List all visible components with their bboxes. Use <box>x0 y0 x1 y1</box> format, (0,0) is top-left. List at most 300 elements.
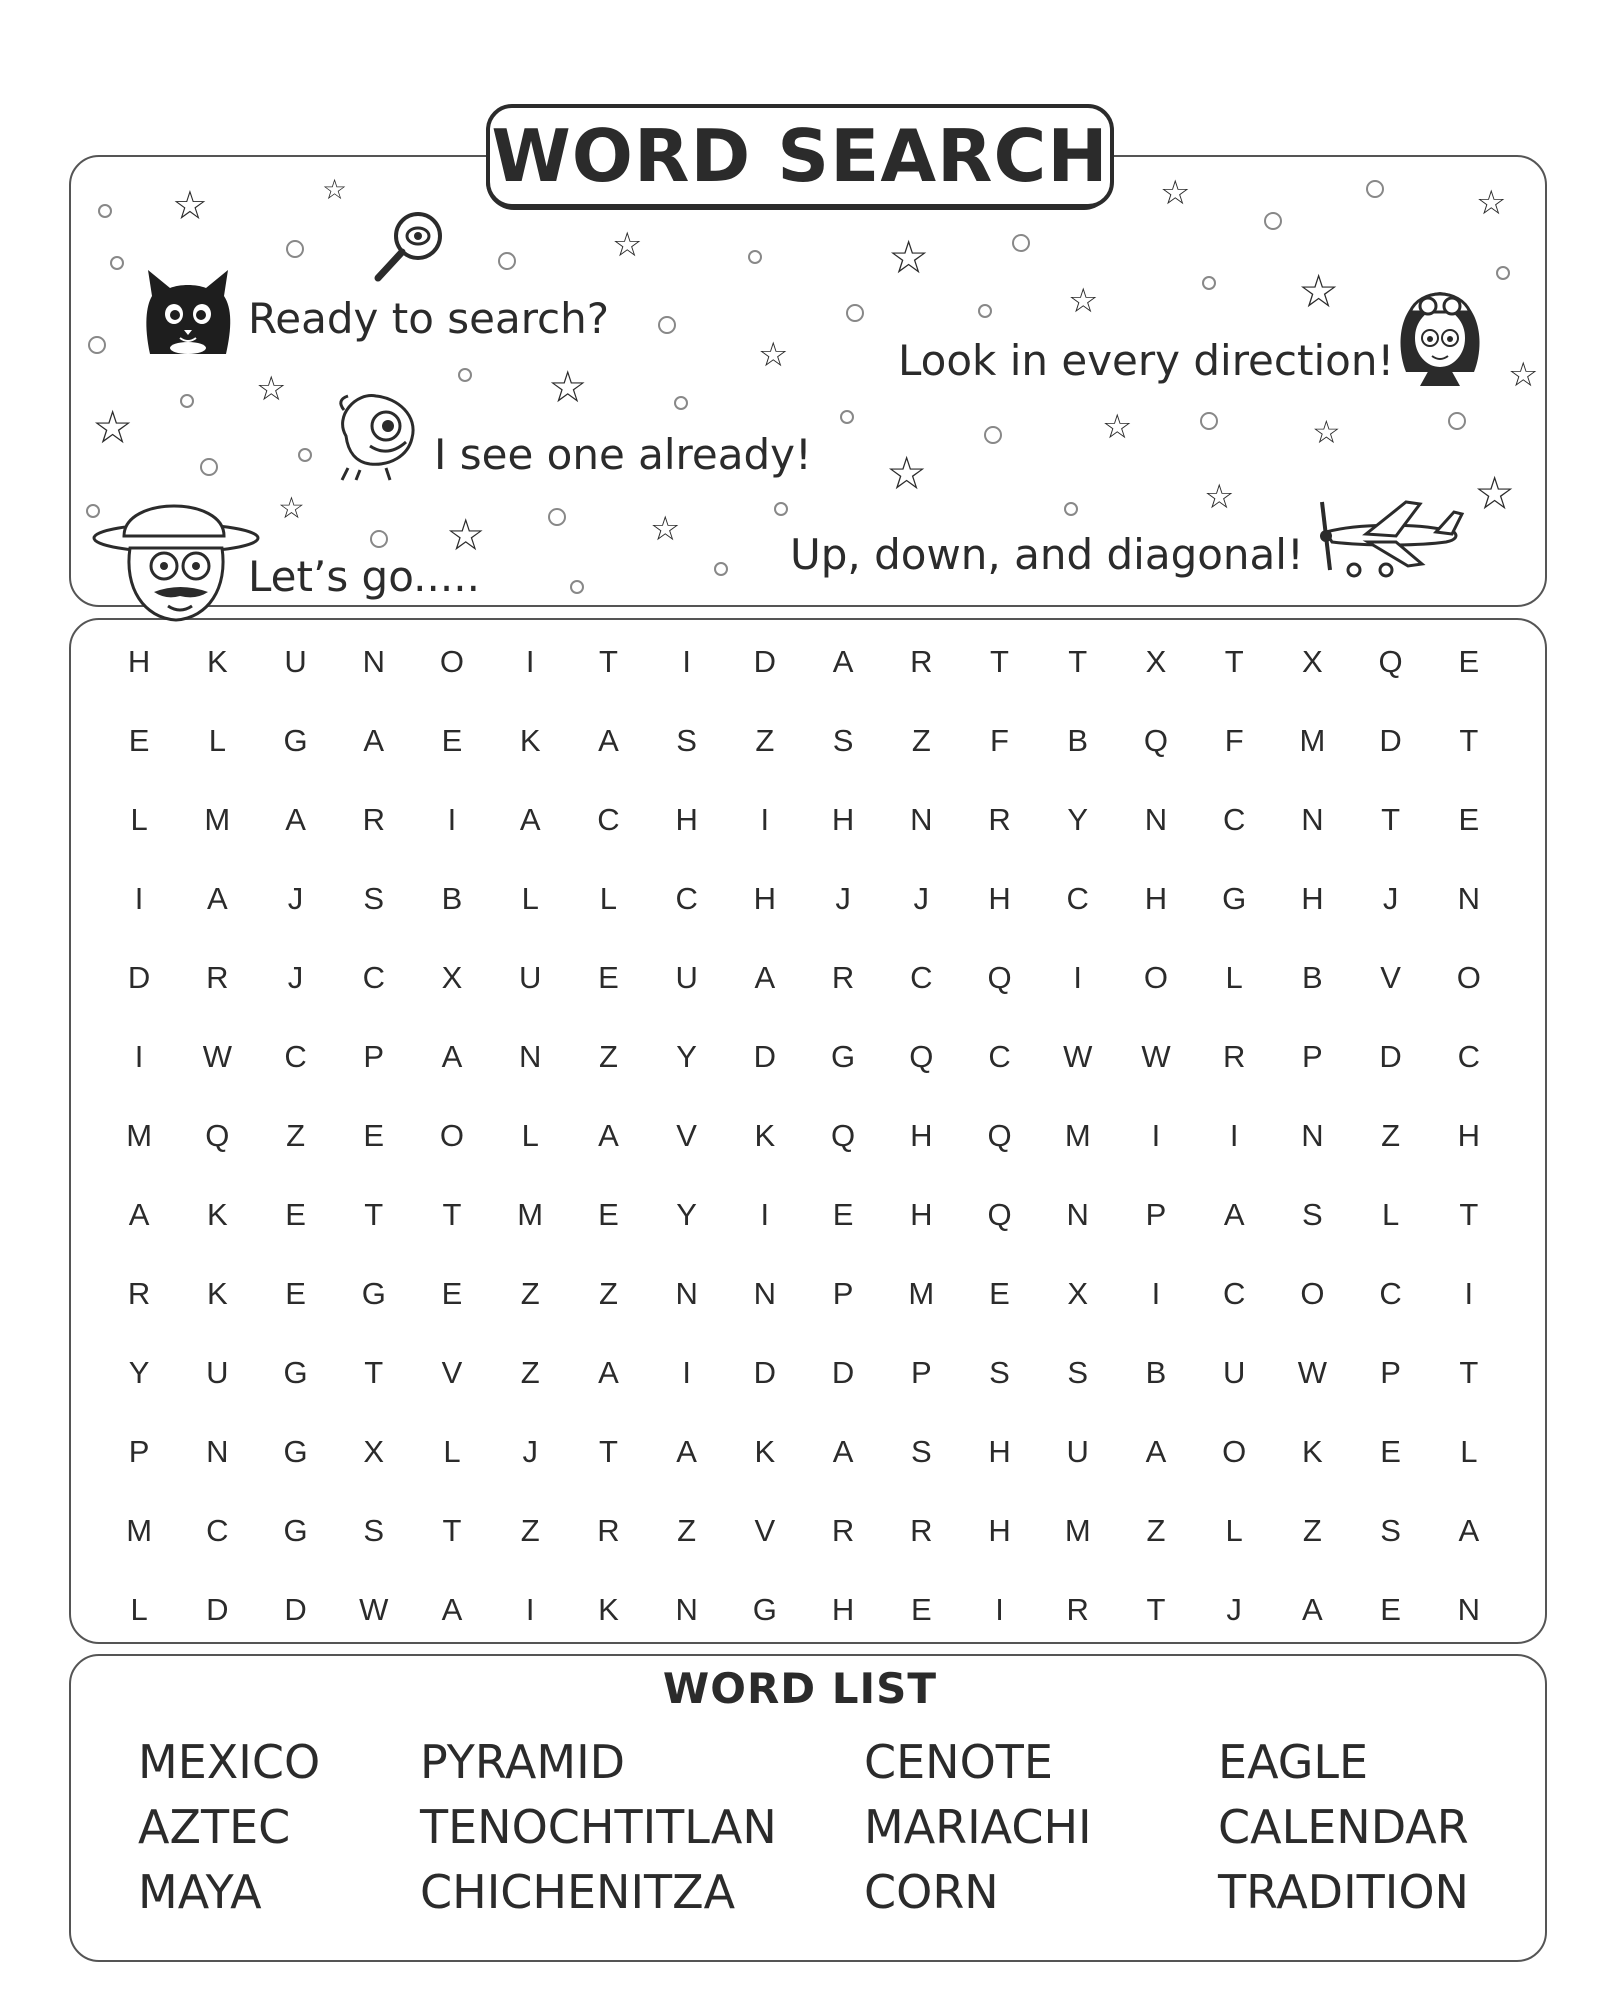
grid-cell[interactable]: G <box>752 1591 777 1627</box>
word-list-item: MEXICO <box>138 1735 321 1789</box>
grid-cell[interactable]: P <box>128 1433 150 1469</box>
title-box <box>486 104 1114 208</box>
grid-cell[interactable]: M <box>908 1275 935 1311</box>
grid-cell[interactable]: D <box>753 1038 777 1074</box>
grid-cell[interactable]: M <box>517 1196 544 1232</box>
star-icon: ☆ <box>446 510 486 561</box>
grid-cell[interactable]: K <box>206 643 228 679</box>
dot <box>748 250 762 264</box>
word-list-column <box>138 1730 320 1925</box>
grid-cell[interactable]: R <box>831 1512 855 1548</box>
grid-cell[interactable]: H <box>753 880 777 916</box>
grid-cell[interactable]: E <box>128 722 150 758</box>
grid-cell[interactable]: W <box>1141 1038 1171 1074</box>
grid-cell[interactable]: N <box>675 1275 698 1311</box>
dot <box>370 530 388 548</box>
grid-cell[interactable]: E <box>441 1275 463 1311</box>
grid-cell[interactable]: S <box>989 1354 1010 1390</box>
grid-cell[interactable]: E <box>598 959 619 995</box>
grid-cell[interactable]: Q <box>831 1117 856 1153</box>
grid-cell[interactable]: E <box>598 1196 619 1232</box>
grid-cell[interactable]: N <box>675 1591 698 1627</box>
word-list-item: TENOCHTITLAN <box>420 1800 777 1854</box>
grid-cell[interactable]: O <box>439 1117 465 1153</box>
word-list-item: PYRAMID <box>420 1735 626 1789</box>
grid-cell[interactable]: H <box>988 880 1011 916</box>
grid-cell[interactable]: S <box>1302 1196 1323 1232</box>
grid-cell[interactable]: R <box>127 1275 151 1311</box>
grid-cell[interactable]: C <box>910 959 933 995</box>
grid-cell[interactable]: I <box>1229 1117 1239 1153</box>
grid-cell[interactable]: J <box>835 880 851 916</box>
grid-cell[interactable]: Z <box>286 1117 306 1153</box>
grid-cell[interactable]: Z <box>520 1275 540 1311</box>
ready-text: Ready to search? <box>248 294 610 343</box>
grid-cell[interactable]: N <box>1457 1591 1481 1627</box>
grid-cell[interactable]: X <box>1067 1275 1089 1311</box>
grid-cell[interactable]: G <box>283 1354 308 1390</box>
grid-cell[interactable]: O <box>1143 959 1169 995</box>
star-icon: ☆ <box>322 173 348 206</box>
grid-cell[interactable]: Q <box>1378 643 1403 679</box>
grid-cell[interactable]: B <box>441 880 463 916</box>
grid-cell[interactable]: I <box>760 801 770 837</box>
grid-cell[interactable]: Q <box>909 1038 934 1074</box>
grid-cell[interactable]: G <box>1222 880 1247 916</box>
dot <box>978 304 992 318</box>
grid-cell[interactable]: E <box>910 1591 932 1627</box>
grid-cell[interactable]: L <box>443 1433 461 1469</box>
grid-cell[interactable]: H <box>1301 880 1324 916</box>
dot <box>498 252 516 270</box>
grid-cell[interactable]: A <box>832 643 854 679</box>
grid-row <box>100 1175 1508 1254</box>
grid-cell[interactable]: T <box>1459 1196 1479 1232</box>
grid-cell[interactable]: R <box>910 643 933 679</box>
word-list-item: MAYA <box>138 1865 262 1919</box>
grid-cell[interactable]: G <box>283 1512 308 1548</box>
grid-cell[interactable]: P <box>832 1275 854 1311</box>
grid-cell[interactable]: Q <box>987 1196 1012 1232</box>
grid-cell[interactable]: C <box>1457 1038 1481 1074</box>
grid-cell[interactable]: I <box>1464 1275 1474 1311</box>
star-icon: ☆ <box>886 446 928 500</box>
grid-cell[interactable]: W <box>359 1591 389 1627</box>
grid-cell[interactable]: A <box>285 801 306 837</box>
grid-cell[interactable]: I <box>682 1354 691 1390</box>
grid-cell[interactable]: E <box>1458 643 1480 679</box>
grid-cell[interactable]: T <box>1224 643 1244 679</box>
grid-cell[interactable]: K <box>206 1275 228 1311</box>
dot <box>1496 266 1510 280</box>
word-list-title: WORD LIST <box>662 1664 938 1713</box>
grid-cell[interactable]: R <box>362 801 385 837</box>
star-icon: ☆ <box>548 362 588 413</box>
grid-cell[interactable]: R <box>831 959 855 995</box>
grid-cell[interactable]: E <box>285 1275 306 1311</box>
grid-cell[interactable]: R <box>597 1512 620 1548</box>
grid-cell[interactable]: S <box>832 722 854 758</box>
grid-cell[interactable]: T <box>598 1433 618 1469</box>
grid-row <box>100 1412 1508 1491</box>
dot <box>1264 212 1282 230</box>
letter-grid <box>100 622 1508 1649</box>
grid-cell[interactable]: Q <box>205 1117 230 1153</box>
grid-cell[interactable]: J <box>287 880 304 916</box>
star-icon: ☆ <box>1102 407 1133 447</box>
grid-cell[interactable]: T <box>1381 801 1401 837</box>
star-icon: ☆ <box>172 183 208 229</box>
grid-cell[interactable]: Y <box>128 1354 150 1390</box>
grid-cell[interactable]: S <box>1380 1512 1401 1548</box>
grid-cell[interactable]: N <box>753 1275 777 1311</box>
grid-cell[interactable]: T <box>1459 1354 1479 1390</box>
grid-row <box>100 938 1508 1017</box>
grid-cell[interactable]: I <box>525 643 535 679</box>
grid-cell[interactable]: L <box>130 1591 148 1627</box>
grid-cell[interactable]: S <box>363 880 385 916</box>
grid-cell[interactable]: V <box>1380 959 1401 995</box>
grid-cell[interactable]: T <box>598 643 618 679</box>
grid-cell[interactable]: N <box>910 801 933 837</box>
grid-cell[interactable]: K <box>598 1591 619 1627</box>
grid-cell[interactable]: I <box>447 801 457 837</box>
word-list-item: EAGLE <box>1218 1735 1369 1789</box>
grid-cell[interactable]: S <box>676 722 697 758</box>
grid-cell[interactable]: N <box>1066 1196 1089 1232</box>
grid-cell[interactable]: P <box>1145 1196 1167 1232</box>
grid-cell[interactable]: S <box>910 1433 932 1469</box>
grid-cell[interactable]: Q <box>987 1117 1012 1153</box>
grid-cell[interactable]: Q <box>987 959 1012 995</box>
grid-cell[interactable]: T <box>442 1196 462 1232</box>
grid-cell[interactable]: U <box>206 1354 229 1390</box>
grid-cell[interactable]: P <box>1302 1038 1323 1074</box>
grid-cell[interactable]: H <box>988 1512 1011 1548</box>
grid-cell[interactable]: O <box>1222 1433 1247 1469</box>
grid-cell[interactable]: W <box>1063 1038 1093 1074</box>
grid-cell[interactable]: A <box>754 959 776 995</box>
grid-row <box>100 1254 1508 1333</box>
grid-cell[interactable]: C <box>206 1512 229 1548</box>
word-list-column <box>864 1730 1092 1925</box>
grid-cell[interactable]: A <box>1223 1196 1245 1232</box>
grid-cell[interactable]: J <box>522 1433 538 1469</box>
dot <box>180 394 194 408</box>
grid-cell[interactable]: Z <box>598 1275 618 1311</box>
grid-cell[interactable]: C <box>1222 1275 1246 1311</box>
grid-cell[interactable]: R <box>206 959 229 995</box>
look-text: Look in every direction! <box>898 336 1395 385</box>
grid-cell[interactable]: L <box>208 722 226 758</box>
grid-cell[interactable]: L <box>1225 1512 1243 1548</box>
grid-cell[interactable]: U <box>519 959 542 995</box>
grid-cell[interactable]: L <box>1381 1196 1400 1232</box>
grid-cell[interactable]: A <box>363 722 385 758</box>
grid-cell[interactable]: K <box>754 1117 776 1153</box>
dot <box>298 448 312 462</box>
grid-cell[interactable]: T <box>1068 643 1088 679</box>
grid-cell[interactable]: W <box>202 1038 232 1074</box>
grid-cell[interactable]: E <box>832 1196 854 1232</box>
grid-cell[interactable]: E <box>363 1117 385 1153</box>
grid-cell[interactable]: L <box>521 880 539 916</box>
star-icon: ☆ <box>1068 281 1099 321</box>
grid-row <box>100 1491 1508 1570</box>
grid-cell[interactable]: A <box>598 722 619 758</box>
grid-cell[interactable]: N <box>1301 801 1324 837</box>
grid-cell[interactable]: K <box>754 1433 776 1469</box>
dot <box>1448 412 1466 430</box>
grid-cell[interactable]: B <box>1067 722 1089 758</box>
grid-cell[interactable]: A <box>598 1117 619 1153</box>
grid-cell[interactable]: H <box>831 1591 855 1627</box>
grid-cell[interactable]: T <box>364 1354 384 1390</box>
grid-cell[interactable]: X <box>1302 643 1323 679</box>
word-list-item: TRADITION <box>1218 1865 1469 1919</box>
grid-cell[interactable]: N <box>206 1433 229 1469</box>
grid-cell[interactable]: M <box>204 801 231 837</box>
grid-cell[interactable]: V <box>676 1117 697 1153</box>
dot <box>1202 276 1216 290</box>
grid-cell[interactable]: Z <box>1381 1117 1401 1153</box>
grid-cell[interactable]: Z <box>911 722 931 758</box>
grid-cell[interactable]: O <box>1456 959 1481 995</box>
grid-cell[interactable]: L <box>1460 1433 1478 1469</box>
grid-cell[interactable]: U <box>1066 1433 1089 1469</box>
grid-cell[interactable]: M <box>1299 722 1326 758</box>
grid-cell[interactable]: A <box>128 1196 150 1232</box>
directions-text: Up, down, and diagonal! <box>790 530 1304 579</box>
grid-cell[interactable]: B <box>1145 1354 1167 1390</box>
grid-cell[interactable]: Z <box>755 722 775 758</box>
grid-cell[interactable]: Z <box>677 1512 697 1548</box>
grid-cell[interactable]: R <box>1222 1038 1246 1074</box>
grid-cell[interactable]: L <box>521 1117 539 1153</box>
grid-cell[interactable]: A <box>676 1433 697 1469</box>
grid-cell[interactable]: H <box>831 801 855 837</box>
grid-cell[interactable]: I <box>1151 1117 1161 1153</box>
grid-cell[interactable]: H <box>1457 1117 1481 1153</box>
grid-cell[interactable]: Y <box>676 1196 697 1232</box>
grid-cell[interactable]: T <box>990 643 1009 679</box>
grid-cell[interactable]: Q <box>1143 722 1169 758</box>
grid-cell[interactable]: M <box>1064 1117 1091 1153</box>
grid-cell[interactable]: G <box>283 722 308 758</box>
grid-cell[interactable]: U <box>675 959 698 995</box>
grid-cell[interactable]: K <box>1302 1433 1323 1469</box>
grid-cell[interactable]: C <box>284 1038 307 1074</box>
grid-cell[interactable]: Z <box>520 1354 540 1390</box>
grid-cell[interactable]: D <box>127 959 151 995</box>
grid-cell[interactable]: J <box>1226 1591 1242 1627</box>
grid-cell[interactable]: N <box>1301 1117 1324 1153</box>
grid-cell[interactable]: L <box>1225 959 1243 995</box>
grid-cell[interactable]: H <box>675 801 698 837</box>
grid-cell[interactable]: A <box>519 801 541 837</box>
grid-cell[interactable]: C <box>675 880 698 916</box>
grid-cell[interactable]: O <box>439 643 465 679</box>
grid-cell[interactable]: T <box>1146 1591 1166 1627</box>
dot <box>570 580 584 594</box>
grid-cell[interactable]: Z <box>1146 1512 1166 1548</box>
star-icon: ☆ <box>1476 183 1507 223</box>
grid-cell[interactable]: M <box>126 1117 153 1153</box>
star-icon: ☆ <box>1298 264 1340 318</box>
word-list-item: AZTEC <box>138 1800 291 1854</box>
grid-cell[interactable]: D <box>1379 1038 1402 1074</box>
star-icon: ☆ <box>888 230 930 284</box>
grid-cell[interactable]: A <box>1302 1591 1323 1627</box>
grid-cell[interactable]: I <box>1151 1275 1161 1311</box>
star-icon: ☆ <box>1160 173 1191 213</box>
grid-cell[interactable]: J <box>287 959 304 995</box>
grid-row <box>100 1570 1508 1649</box>
grid-cell[interactable]: I <box>134 880 144 916</box>
grid-cell[interactable]: E <box>1380 1591 1401 1627</box>
grid-cell[interactable]: Z <box>1302 1512 1322 1548</box>
chameleon-icon <box>326 386 426 482</box>
word-list-column <box>1218 1730 1469 1925</box>
grid-cell[interactable]: E <box>285 1196 306 1232</box>
grid-cell[interactable]: H <box>1144 880 1168 916</box>
grid-cell[interactable]: C <box>1066 880 1089 916</box>
grid-cell[interactable]: I <box>1073 959 1083 995</box>
grid-cell[interactable]: R <box>910 1512 933 1548</box>
grid-cell[interactable]: C <box>988 1038 1011 1074</box>
dot <box>110 256 124 270</box>
grid-cell[interactable]: A <box>832 1433 854 1469</box>
grid-cell[interactable]: Y <box>676 1038 697 1074</box>
grid-cell[interactable]: D <box>831 1354 855 1390</box>
grid-row <box>100 1333 1508 1412</box>
grid-cell[interactable]: A <box>441 1591 463 1627</box>
grid-cell[interactable]: G <box>283 1433 308 1469</box>
grid-cell[interactable]: G <box>361 1275 386 1311</box>
grid-cell[interactable]: M <box>1064 1512 1091 1548</box>
grid-cell[interactable]: N <box>362 643 385 679</box>
grid-cell[interactable]: J <box>1382 880 1399 916</box>
grid-cell[interactable]: C <box>362 959 385 995</box>
star-icon: ☆ <box>1312 413 1341 451</box>
grid-cell[interactable]: G <box>831 1038 856 1074</box>
grid-cell[interactable]: E <box>989 1275 1010 1311</box>
grid-cell[interactable]: N <box>1457 880 1481 916</box>
star-icon: ☆ <box>612 225 643 265</box>
dot <box>984 426 1002 444</box>
word-list-column <box>420 1730 777 1925</box>
grid-cell[interactable]: S <box>1067 1354 1089 1390</box>
grid-cell[interactable]: A <box>1145 1433 1167 1469</box>
grid-cell[interactable]: I <box>995 1591 1004 1627</box>
grid-cell[interactable]: Z <box>598 1038 618 1074</box>
dot <box>548 508 566 526</box>
grid-cell[interactable]: R <box>1066 1591 1089 1627</box>
grid-cell[interactable]: O <box>1300 1275 1325 1311</box>
grid-cell[interactable]: C <box>1379 1275 1402 1311</box>
dot <box>846 304 864 322</box>
grid-cell[interactable]: H <box>988 1433 1011 1469</box>
grid-cell[interactable]: E <box>441 722 463 758</box>
grid-cell[interactable]: U <box>284 643 307 679</box>
grid-cell[interactable]: B <box>1302 959 1323 995</box>
grid-cell[interactable]: I <box>760 1196 770 1232</box>
grid-cell[interactable]: C <box>1222 801 1246 837</box>
grid-cell[interactable]: W <box>1297 1354 1328 1390</box>
grid-cell[interactable]: F <box>990 722 1009 758</box>
grid-cell[interactable]: D <box>284 1591 307 1627</box>
grid-cell[interactable]: L <box>130 801 148 837</box>
grid-cell[interactable]: D <box>753 643 777 679</box>
grid-cell[interactable]: T <box>364 1196 384 1232</box>
grid-cell[interactable]: D <box>1379 722 1402 758</box>
star-icon: ☆ <box>1508 355 1539 395</box>
grid-cell[interactable]: V <box>754 1512 776 1548</box>
grid-cell[interactable]: C <box>597 801 620 837</box>
grid-cell[interactable]: E <box>1380 1433 1401 1469</box>
dot <box>714 562 728 576</box>
grid-cell[interactable]: K <box>519 722 541 758</box>
star-icon: ☆ <box>758 335 789 375</box>
grid-cell[interactable]: I <box>525 1591 535 1627</box>
grid-cell[interactable]: I <box>134 1038 144 1074</box>
word-list-item: CHICHENITZA <box>420 1865 736 1919</box>
grid-row <box>100 701 1508 780</box>
grid-cell[interactable]: D <box>206 1591 229 1627</box>
grid-cell[interactable]: H <box>910 1196 933 1232</box>
grid-cell[interactable]: L <box>599 880 618 916</box>
grid-cell[interactable]: F <box>1224 722 1244 758</box>
grid-cell[interactable]: A <box>598 1354 619 1390</box>
grid-cell[interactable]: H <box>127 643 151 679</box>
grid-cell[interactable]: T <box>1459 722 1479 758</box>
grid-cell[interactable]: D <box>753 1354 777 1390</box>
grid-cell[interactable]: A <box>441 1038 463 1074</box>
grid-cell[interactable]: Z <box>520 1512 540 1548</box>
grid-cell[interactable]: N <box>519 1038 542 1074</box>
explorer-icon <box>84 478 260 628</box>
grid-cell[interactable]: J <box>913 880 930 916</box>
grid-cell[interactable]: P <box>910 1354 932 1390</box>
grid-cell[interactable]: Y <box>1067 801 1089 837</box>
grid-cell[interactable]: K <box>206 1196 228 1232</box>
grid-cell[interactable]: X <box>1145 643 1167 679</box>
grid-cell[interactable]: T <box>442 1512 462 1548</box>
magnifying-glass-icon <box>370 206 450 286</box>
grid-cell[interactable]: E <box>1458 801 1480 837</box>
grid-cell[interactable]: P <box>1380 1354 1401 1390</box>
grid-cell[interactable]: I <box>682 643 691 679</box>
grid-cell[interactable]: H <box>910 1117 933 1153</box>
dot <box>88 336 106 354</box>
star-icon: ☆ <box>1474 466 1516 520</box>
grid-cell[interactable]: A <box>1458 1512 1480 1548</box>
grid-row <box>100 859 1508 938</box>
grid-cell[interactable]: P <box>363 1038 385 1074</box>
grid-cell[interactable]: X <box>441 959 463 995</box>
grid-cell[interactable]: S <box>363 1512 385 1548</box>
grid-cell[interactable]: R <box>988 801 1011 837</box>
dot <box>98 204 112 218</box>
grid-cell[interactable]: A <box>206 880 228 916</box>
grid-cell[interactable]: M <box>126 1512 153 1548</box>
see-one-text: I see one already! <box>434 430 812 479</box>
grid-cell[interactable]: N <box>1144 801 1168 837</box>
grid-cell[interactable]: X <box>363 1433 385 1469</box>
grid-cell[interactable]: U <box>1222 1354 1246 1390</box>
dot <box>286 240 304 258</box>
grid-cell[interactable]: V <box>441 1354 463 1390</box>
